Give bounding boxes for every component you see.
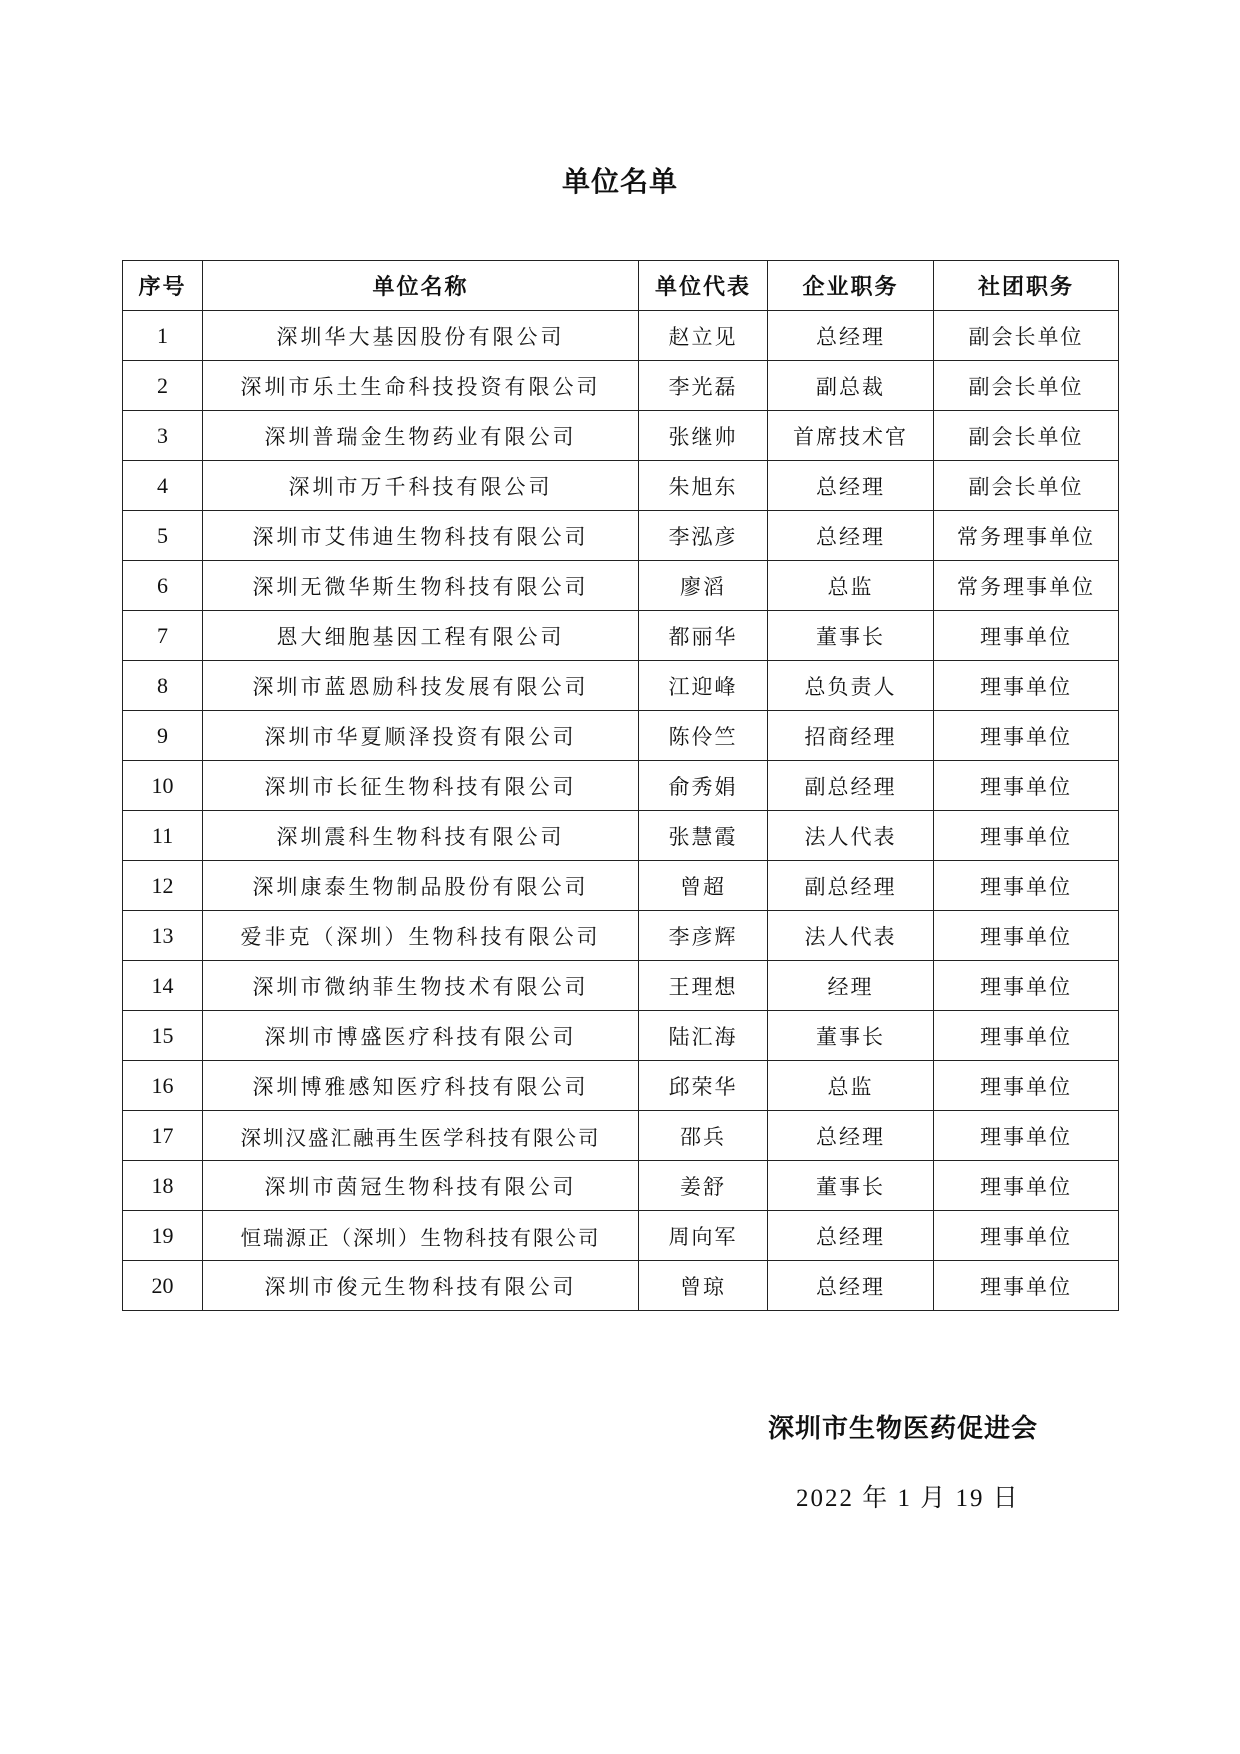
cell-company: 恩大细胞基因工程有限公司 (203, 611, 639, 661)
table-row (123, 1211, 1119, 1261)
cell-company: 深圳华大基因股份有限公司 (203, 311, 639, 361)
cell-representative: 邵兵 (639, 1111, 768, 1161)
table-row (123, 411, 1119, 461)
cell-index: 13 (123, 911, 203, 961)
table-row (123, 1161, 1119, 1211)
table-row (123, 611, 1119, 661)
cell-representative: 张慧霞 (639, 811, 768, 861)
cell-company-position: 法人代表 (768, 811, 934, 861)
cell-index: 12 (123, 861, 203, 911)
signature-organization: 深圳市生物医药促进会 (768, 1414, 1039, 1444)
table-row (123, 1111, 1119, 1161)
cell-representative: 赵立见 (639, 311, 768, 361)
cell-representative: 曾超 (639, 861, 768, 911)
cell-representative: 江迎峰 (639, 661, 768, 711)
cell-index: 20 (123, 1261, 203, 1311)
cell-association-role: 理事单位 (934, 661, 1119, 711)
cell-company: 恒瑞源正（深圳）生物科技有限公司 (203, 1211, 639, 1261)
cell-representative: 陈伶竺 (639, 711, 768, 761)
table-row (123, 761, 1119, 811)
cell-index: 2 (123, 361, 203, 411)
cell-company: 深圳康泰生物制品股份有限公司 (203, 861, 639, 911)
cell-company-position: 董事长 (768, 1011, 934, 1061)
table-row (123, 511, 1119, 561)
cell-representative: 周向军 (639, 1211, 768, 1261)
cell-index: 3 (123, 411, 203, 461)
cell-company: 深圳市茵冠生物科技有限公司 (203, 1161, 639, 1211)
cell-company-position: 总监 (768, 1061, 934, 1111)
cell-association-role: 理事单位 (934, 861, 1119, 911)
cell-index: 7 (123, 611, 203, 661)
table-row (123, 1261, 1119, 1311)
cell-representative: 李泓彦 (639, 511, 768, 561)
cell-company: 深圳市万千科技有限公司 (203, 461, 639, 511)
table-row (123, 961, 1119, 1011)
cell-representative: 张继帅 (639, 411, 768, 461)
cell-association-role: 理事单位 (934, 1061, 1119, 1111)
cell-index: 5 (123, 511, 203, 561)
cell-company-position: 副总裁 (768, 361, 934, 411)
cell-association-role: 理事单位 (934, 611, 1119, 661)
cell-association-role: 理事单位 (934, 911, 1119, 961)
column-header-company-position: 企业职务 (768, 261, 934, 311)
cell-company-position: 总经理 (768, 1261, 934, 1311)
table-row (123, 811, 1119, 861)
column-header-company: 单位名称 (203, 261, 639, 311)
cell-index: 8 (123, 661, 203, 711)
cell-company: 深圳市俊元生物科技有限公司 (203, 1261, 639, 1311)
cell-company-position: 总经理 (768, 511, 934, 561)
cell-company-position: 董事长 (768, 1161, 934, 1211)
cell-index: 14 (123, 961, 203, 1011)
cell-association-role: 理事单位 (934, 1261, 1119, 1311)
cell-company: 深圳汉盛汇融再生医学科技有限公司 (203, 1111, 639, 1161)
cell-association-role: 理事单位 (934, 761, 1119, 811)
cell-association-role: 理事单位 (934, 811, 1119, 861)
cell-company-position: 董事长 (768, 611, 934, 661)
cell-company: 深圳市博盛医疗科技有限公司 (203, 1011, 639, 1061)
cell-association-role: 副会长单位 (934, 411, 1119, 461)
cell-company-position: 总经理 (768, 461, 934, 511)
table-row (123, 911, 1119, 961)
cell-representative: 俞秀娟 (639, 761, 768, 811)
table-row (123, 361, 1119, 411)
cell-index: 19 (123, 1211, 203, 1261)
cell-association-role: 理事单位 (934, 1011, 1119, 1061)
cell-representative: 朱旭东 (639, 461, 768, 511)
member-table (122, 260, 1119, 1311)
cell-representative: 李彦辉 (639, 911, 768, 961)
cell-index: 10 (123, 761, 203, 811)
cell-index: 11 (123, 811, 203, 861)
cell-association-role: 常务理事单位 (934, 511, 1119, 561)
table-row (123, 461, 1119, 511)
cell-index: 9 (123, 711, 203, 761)
cell-index: 6 (123, 561, 203, 611)
cell-association-role: 理事单位 (934, 711, 1119, 761)
table-header (123, 261, 1119, 311)
cell-association-role: 理事单位 (934, 1111, 1119, 1161)
cell-representative: 廖滔 (639, 561, 768, 611)
cell-company: 深圳市乐土生命科技投资有限公司 (203, 361, 639, 411)
cell-company: 深圳市微纳菲生物技术有限公司 (203, 961, 639, 1011)
table-row (123, 1011, 1119, 1061)
table-row (123, 311, 1119, 361)
table-row (123, 561, 1119, 611)
cell-index: 17 (123, 1111, 203, 1161)
cell-company: 爱非克（深圳）生物科技有限公司 (203, 911, 639, 961)
cell-representative: 都丽华 (639, 611, 768, 661)
cell-index: 18 (123, 1161, 203, 1211)
table-row (123, 661, 1119, 711)
header-row (123, 261, 1119, 311)
cell-company-position: 总经理 (768, 1111, 934, 1161)
cell-representative: 邱荣华 (639, 1061, 768, 1111)
cell-company-position: 总负责人 (768, 661, 934, 711)
cell-company-position: 副总经理 (768, 861, 934, 911)
column-header-index: 序号 (123, 261, 203, 311)
cell-company: 深圳无微华斯生物科技有限公司 (203, 561, 639, 611)
signature-date: 2022 年 1 月 19 日 (796, 1485, 1020, 1512)
cell-index: 1 (123, 311, 203, 361)
cell-company-position: 招商经理 (768, 711, 934, 761)
cell-representative: 李光磊 (639, 361, 768, 411)
cell-company: 深圳市华夏顺泽投资有限公司 (203, 711, 639, 761)
table-row (123, 711, 1119, 761)
cell-representative: 姜舒 (639, 1161, 768, 1211)
cell-company: 深圳博雅感知医疗科技有限公司 (203, 1061, 639, 1111)
cell-company: 深圳市长征生物科技有限公司 (203, 761, 639, 811)
cell-company-position: 副总经理 (768, 761, 934, 811)
cell-company-position: 经理 (768, 961, 934, 1011)
cell-association-role: 副会长单位 (934, 461, 1119, 511)
column-header-representative: 单位代表 (639, 261, 768, 311)
cell-company-position: 法人代表 (768, 911, 934, 961)
table-row (123, 1061, 1119, 1111)
table-body (123, 311, 1119, 1311)
table-row (123, 861, 1119, 911)
cell-representative: 陆汇海 (639, 1011, 768, 1061)
cell-company-position: 首席技术官 (768, 411, 934, 461)
cell-company: 深圳市艾伟迪生物科技有限公司 (203, 511, 639, 561)
cell-company-position: 总监 (768, 561, 934, 611)
cell-company: 深圳普瑞金生物药业有限公司 (203, 411, 639, 461)
column-header-association-role: 社团职务 (934, 261, 1119, 311)
cell-association-role: 常务理事单位 (934, 561, 1119, 611)
cell-index: 16 (123, 1061, 203, 1111)
page-title: 单位名单 (561, 165, 678, 198)
cell-company: 深圳震科生物科技有限公司 (203, 811, 639, 861)
cell-company-position: 总经理 (768, 1211, 934, 1261)
cell-association-role: 副会长单位 (934, 361, 1119, 411)
cell-index: 4 (123, 461, 203, 511)
cell-association-role: 理事单位 (934, 1211, 1119, 1261)
cell-company-position: 总经理 (768, 311, 934, 361)
cell-company: 深圳市蓝恩励科技发展有限公司 (203, 661, 639, 711)
cell-association-role: 副会长单位 (934, 311, 1119, 361)
cell-index: 15 (123, 1011, 203, 1061)
cell-representative: 王理想 (639, 961, 768, 1011)
cell-representative: 曾琼 (639, 1261, 768, 1311)
cell-association-role: 理事单位 (934, 1161, 1119, 1211)
cell-association-role: 理事单位 (934, 961, 1119, 1011)
